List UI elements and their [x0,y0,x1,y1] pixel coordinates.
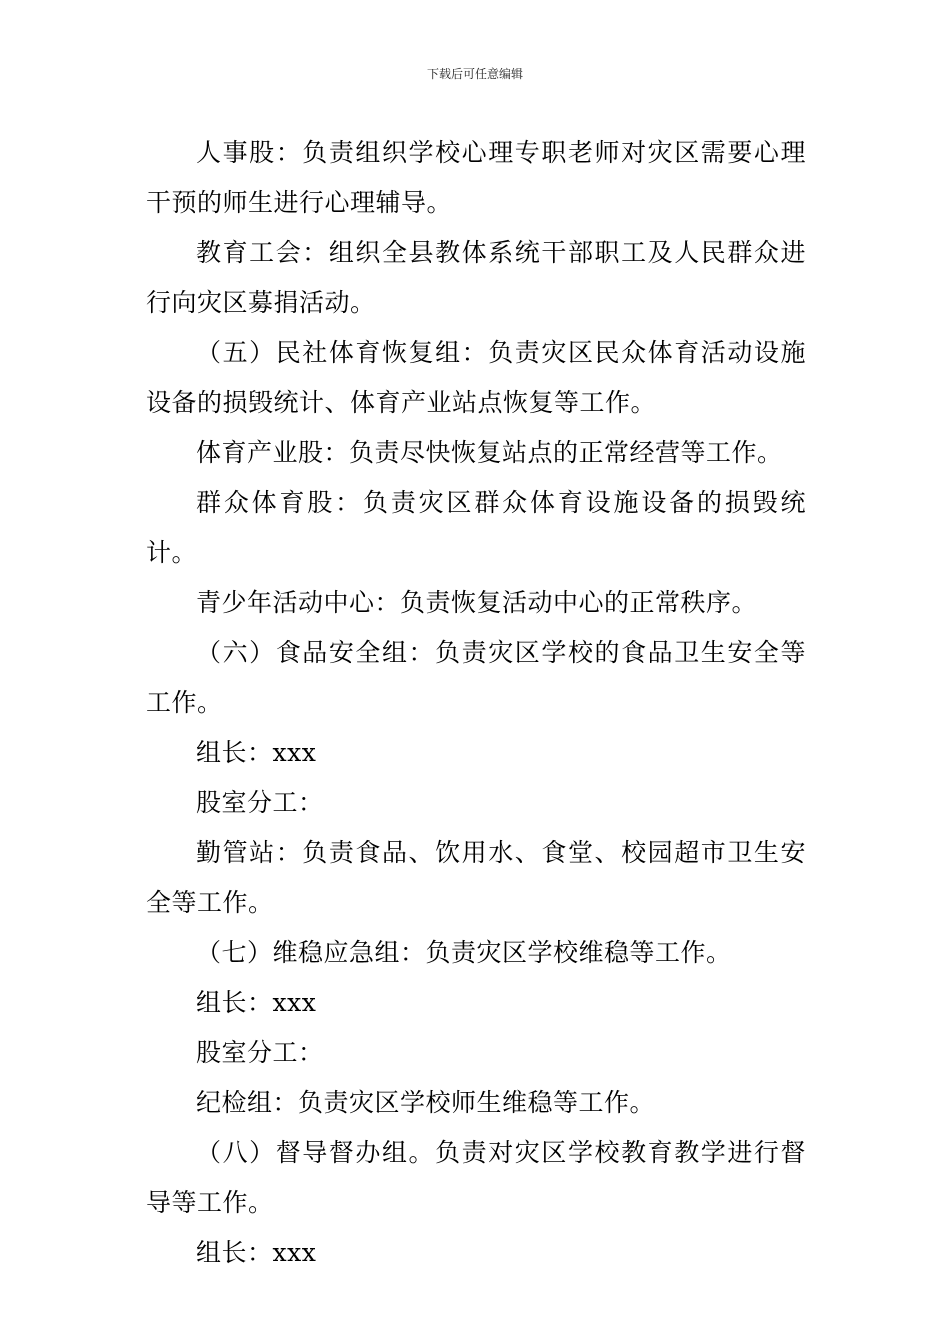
paragraph: 群众体育股：负责灾区群众体育设施设备的损毁统计。 [146,488,806,567]
paragraph: 体育产业股：负责尽快恢复站点的正常经营等工作。 [196,438,783,467]
division-label: 股室分工： [196,1038,324,1067]
paragraph: 纪检组：负责灾区学校师生维稳等工作。 [196,1088,656,1117]
division-label: 股室分工： [196,788,324,817]
paragraph: 人事股：负责组织学校心理专职老师对灾区需要心理干预的师生进行心理辅导。 [146,138,806,217]
section-heading-6: （六）食品安全组：负责灾区学校的食品卫生安全等工作。 [146,638,806,717]
group-leader: 组长：xxx [196,738,317,767]
document-body [146,128,806,1278]
group-leader: 组长：xxx [196,988,317,1017]
section-heading-5: （五）民社体育恢复组：负责灾区民众体育活动设施设备的损毁统计、体育产业站点恢复等工作。 [146,338,806,417]
paragraph: 青少年活动中心：负责恢复活动中心的正常秩序。 [196,588,758,617]
page-header: 下载后可任意编辑 [426,67,523,81]
group-leader: 组长：xxx [196,1238,317,1267]
section-heading-7: （七）维稳应急组：负责灾区学校维稳等工作。 [196,938,732,967]
paragraph: 教育工会：组织全县教体系统干部职工及人民群众进行向灾区募捐活动。 [146,238,806,317]
section-heading-8: （八）督导督办组。负责对灾区学校教育教学进行督导等工作。 [146,1138,806,1217]
paragraph: 勤管站：负责食品、饮用水、食堂、校园超市卫生安全等工作。 [146,838,806,917]
